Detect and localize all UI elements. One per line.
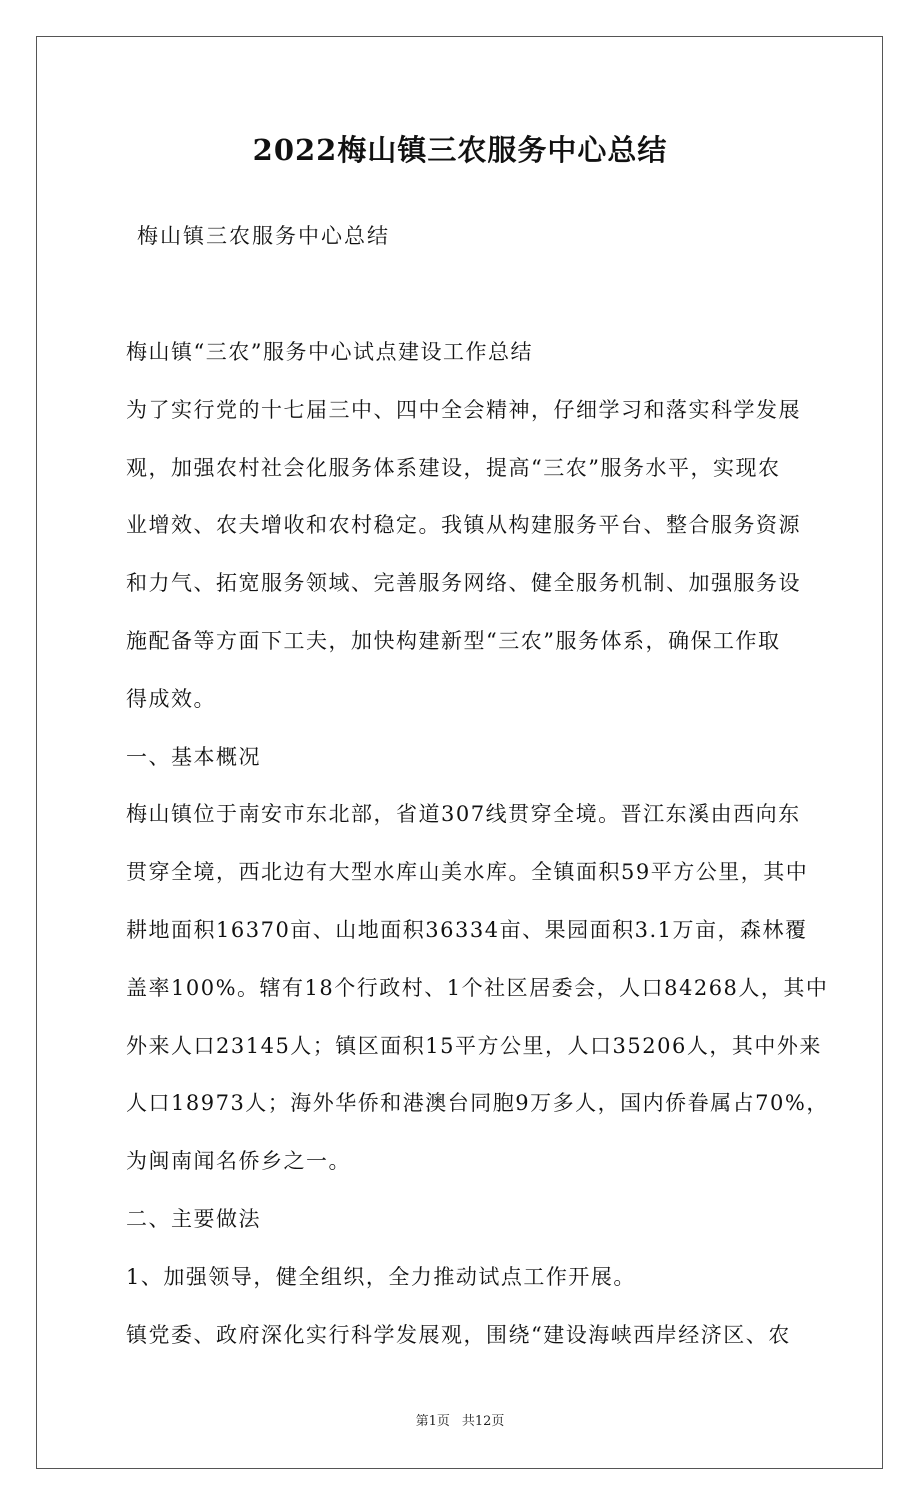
paragraph-line: 贯穿全境，西北边有大型水库山美水库。全镇面积59平方公里，其中 (126, 860, 809, 885)
section-heading: 梅山镇“三农”服务中心试点建设工作总结 (126, 340, 533, 364)
paragraph-line: 观，加强农村社会化服务体系建设，提高“三农”服务水平，实现农 (126, 455, 781, 480)
page-footer (0, 1412, 920, 1432)
paragraph-line: 梅山镇位于南安市东北部，省道307线贯穿全境。晋江东溪由西向东 (126, 802, 801, 827)
page-total: 共12页 (461, 1414, 505, 1429)
paragraph-line: 为闽南闻名侨乡之一。 (126, 1149, 351, 1174)
subsection-heading: 1、加强领导，健全组织，全力推动试点工作开展。 (126, 1264, 636, 1289)
paragraph-line: 得成效。 (126, 686, 216, 711)
document-subtitle: 梅山镇三农服务中心总结 (137, 224, 390, 248)
paragraph-line: 和力气、拓宽服务领域、完善服务网络、健全服务机制、加强服务设 (126, 571, 801, 596)
paragraph-line: 耕地面积16370亩、山地面积36334亩、果园面积3.1万亩，森林覆 (126, 917, 808, 942)
section-heading: 二、主要做法 (126, 1206, 261, 1231)
document-title: 2022梅山镇三农服务中心总结 (252, 133, 668, 167)
page-number: 第1页 (415, 1414, 450, 1429)
paragraph-line: 盖率100%。辖有18个行政村、1个社区居委会，人口84268人，其中 (126, 975, 829, 1000)
paragraph-line: 施配备等方面下工夫，加快构建新型“三农”服务体系，确保工作取 (126, 628, 781, 653)
paragraph-line: 业增效、农夫增收和农村稳定。我镇从构建服务平台、整合服务资源 (126, 513, 801, 538)
document-body (126, 330, 829, 1370)
paragraph-line: 人口18973人；海外华侨和港澳台同胞9万多人，国内侨眷属占70%， (126, 1091, 829, 1116)
paragraph-line: 镇党委、政府深化实行科学发展观，围绕“建设海峡西岸经济区、农 (126, 1322, 791, 1347)
section-heading: 一、基本概况 (126, 744, 261, 769)
paragraph-line: 外来人口23145人；镇区面积15平方公里，人口35206人，其中外来 (126, 1033, 822, 1058)
paragraph-line: 为了实行党的十七届三中、四中全会精神，仔细学习和落实科学发展 (126, 397, 801, 422)
